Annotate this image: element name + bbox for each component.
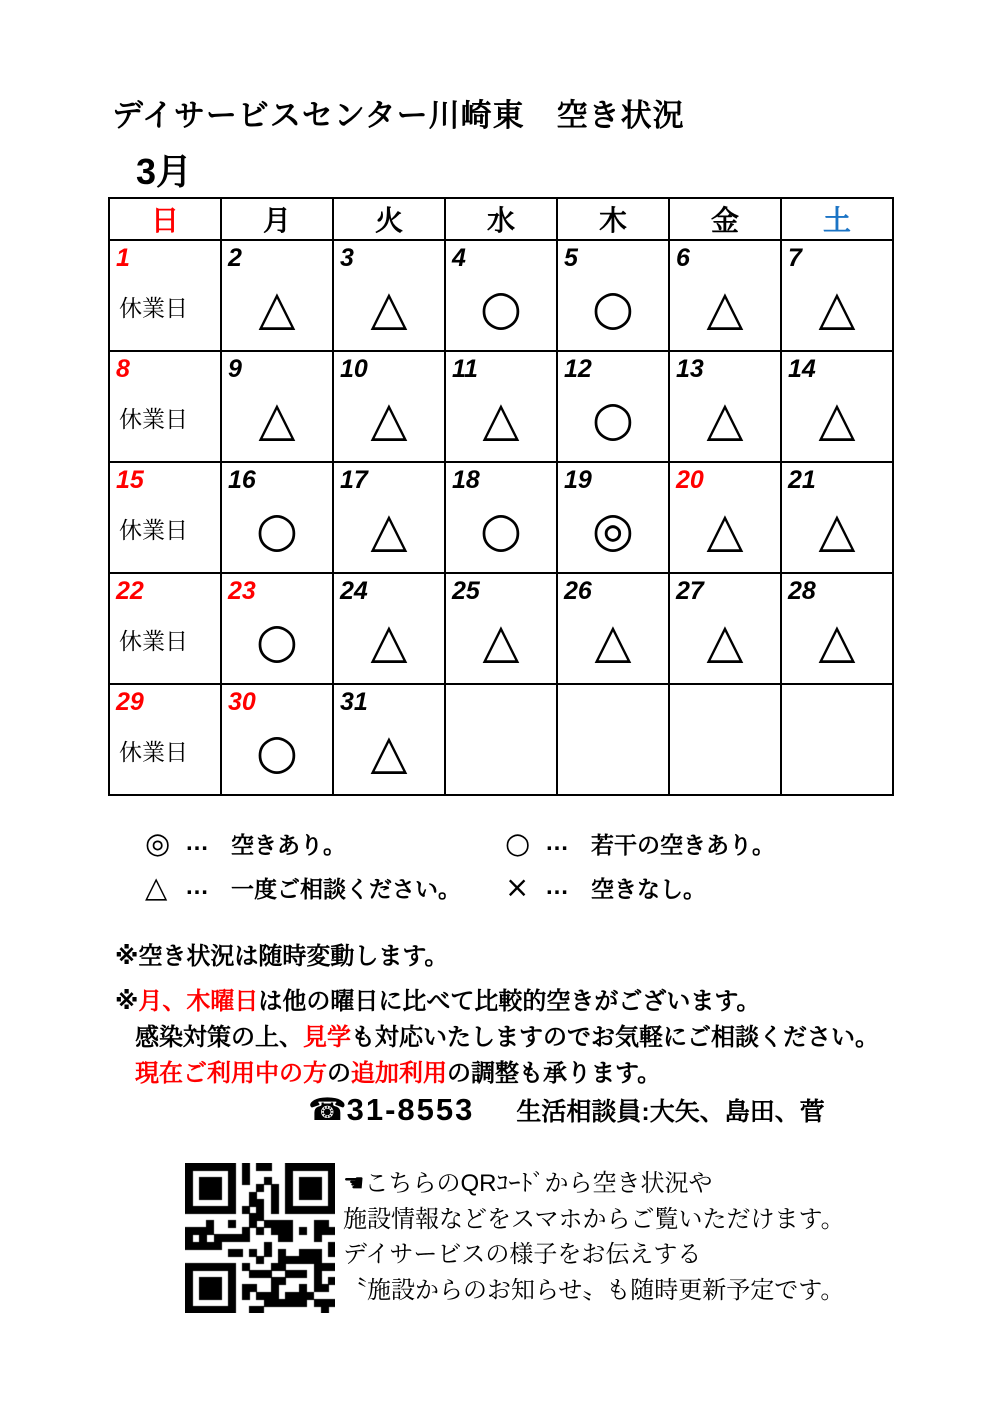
weekday-wednesday: 水 xyxy=(445,198,557,240)
note-text: 感染対策の上、 xyxy=(135,1024,303,1051)
weekday-saturday: 土 xyxy=(781,198,893,240)
legend-dots: … xyxy=(185,873,209,900)
date-number: 21 xyxy=(788,466,816,494)
availability-symbol: △ xyxy=(706,613,744,669)
page-title: デイサービスセンター川崎東 空き状況 xyxy=(112,98,685,133)
qr-line-3: デイサービスの様子をお伝えする xyxy=(343,1241,702,1268)
availability-symbol: △ xyxy=(818,391,856,447)
date-number: 31 xyxy=(340,688,368,716)
qr-text: こちらのQRｺｰﾄﾞから空き状況や xyxy=(364,1170,713,1197)
note-line-3 xyxy=(115,1056,879,1092)
calendar-week-3 xyxy=(109,462,893,573)
calendar-cell xyxy=(333,240,445,351)
availability-symbol: △ xyxy=(370,502,408,558)
date-number: 12 xyxy=(564,355,592,383)
date-number xyxy=(670,685,780,718)
availability-symbol: △ xyxy=(258,391,296,447)
availability-symbol: △ xyxy=(818,613,856,669)
legend-item-cross xyxy=(505,870,775,904)
qr-line-4: 〝施設からのお知らせ〟も随時更新予定です。 xyxy=(343,1276,845,1304)
legend-dots: … xyxy=(545,873,569,900)
qr-description xyxy=(343,1166,845,1308)
date-number: 24 xyxy=(340,577,368,605)
date-number: 1 xyxy=(116,244,130,272)
availability-symbol: △ xyxy=(594,613,632,669)
date-number xyxy=(558,685,668,718)
calendar-cell xyxy=(109,573,221,684)
date-number: 3 xyxy=(340,244,354,272)
calendar-cell xyxy=(781,573,893,684)
note-text-highlight: 月、木曜日 xyxy=(138,988,259,1015)
date-number: 18 xyxy=(452,466,480,494)
availability-symbol: ○ xyxy=(592,391,634,447)
closed-label: 休業日 xyxy=(119,294,188,321)
calendar-cell xyxy=(333,462,445,573)
date-number: 29 xyxy=(116,688,144,716)
pointing-hand-icon: ☚ xyxy=(343,1169,365,1197)
availability-symbol: △ xyxy=(258,280,296,336)
calendar-cell xyxy=(557,351,669,462)
availability-symbol xyxy=(670,718,780,794)
calendar-cell xyxy=(445,351,557,462)
closed-label: 休業日 xyxy=(119,516,188,543)
note-line-2 xyxy=(115,1020,879,1056)
availability-symbol: △ xyxy=(370,280,408,336)
availability-symbol: ○ xyxy=(256,613,298,669)
availability-symbol: △ xyxy=(706,280,744,336)
weekday-friday: 金 xyxy=(669,198,781,240)
availability-symbol: ○ xyxy=(480,280,522,336)
cross-icon: × xyxy=(505,870,530,904)
availability-symbol: △ xyxy=(370,391,408,447)
note-availability-details xyxy=(115,984,879,1092)
qr-code xyxy=(185,1163,335,1313)
date-number xyxy=(446,685,556,718)
date-number: 5 xyxy=(564,244,578,272)
legend-item-triangle xyxy=(145,870,505,904)
legend-dots: … xyxy=(545,829,569,856)
qr-line-2: 施設情報などをスマホからご覧いただけます。 xyxy=(343,1205,845,1233)
calendar-cell xyxy=(221,351,333,462)
availability-symbol: △ xyxy=(706,391,744,447)
date-number: 7 xyxy=(788,244,802,272)
calendar-cell xyxy=(557,573,669,684)
availability-symbol xyxy=(558,718,668,794)
calendar-cell xyxy=(669,240,781,351)
calendar-cell xyxy=(333,684,445,795)
availability-symbol: △ xyxy=(482,613,520,669)
weekday-header-row xyxy=(109,198,893,240)
note-text-highlight: 見学 xyxy=(303,1024,351,1051)
legend-item-circle xyxy=(505,826,775,860)
date-number xyxy=(782,685,892,718)
note-text: も対応いたしますのでお気軽にご相談ください。 xyxy=(351,1024,879,1051)
contact-line xyxy=(308,1092,825,1128)
date-number: 4 xyxy=(452,244,466,272)
legend-text: 一度ご相談ください。 xyxy=(231,875,461,902)
note-text: は他の曜日に比べて比較的空きがございます。 xyxy=(258,988,761,1015)
legend-text: 若干の空きあり。 xyxy=(591,831,775,858)
qr-line-1 xyxy=(343,1166,845,1202)
date-number: 6 xyxy=(676,244,690,272)
legend-text: 空きあり。 xyxy=(231,831,346,858)
calendar-cell xyxy=(781,462,893,573)
availability-symbol: △ xyxy=(818,502,856,558)
calendar-cell xyxy=(557,240,669,351)
calendar-cell xyxy=(669,351,781,462)
calendar-cell xyxy=(333,351,445,462)
note-text-highlight: 現在ご利用中の方 xyxy=(135,1060,327,1087)
note-text: ※ xyxy=(115,988,139,1015)
availability-symbol xyxy=(446,718,556,794)
weekday-monday: 月 xyxy=(221,198,333,240)
calendar-cell xyxy=(445,462,557,573)
date-number: 22 xyxy=(116,577,144,605)
date-number: 14 xyxy=(788,355,816,383)
availability-symbol: △ xyxy=(482,391,520,447)
calendar-week-2 xyxy=(109,351,893,462)
calendar-cell-empty xyxy=(445,684,557,795)
weekday-tuesday: 火 xyxy=(333,198,445,240)
date-number: 8 xyxy=(116,355,130,383)
date-number: 17 xyxy=(340,466,368,494)
telephone-icon: ☎ xyxy=(308,1092,347,1128)
calendar-cell xyxy=(221,573,333,684)
legend xyxy=(145,826,775,904)
legend-item-circle-double xyxy=(145,826,505,860)
calendar-cell xyxy=(221,240,333,351)
circle-icon: ○ xyxy=(505,826,531,860)
calendar-cell xyxy=(781,351,893,462)
note-text-highlight: 追加利用 xyxy=(351,1060,447,1087)
calendar-cell xyxy=(669,573,781,684)
month-label: 3月 xyxy=(136,151,193,192)
note-fluctuation: ※空き状況は随時変動します。 xyxy=(115,943,449,970)
calendar-cell xyxy=(669,462,781,573)
calendar-cell-empty xyxy=(781,684,893,795)
note-text: の調整も承ります。 xyxy=(447,1060,662,1087)
calendar-cell xyxy=(109,462,221,573)
date-number: 30 xyxy=(228,688,256,716)
note-line-1 xyxy=(115,984,879,1020)
calendar-week-5 xyxy=(109,684,893,795)
calendar-week-1 xyxy=(109,240,893,351)
availability-symbol: ○ xyxy=(592,280,634,336)
double-circle-icon: ◎ xyxy=(145,826,171,860)
calendar-cell xyxy=(109,240,221,351)
staff-names: 生活相談員:大矢、島田、菅 xyxy=(516,1098,825,1126)
weekday-sunday: 日 xyxy=(109,198,221,240)
date-number: 9 xyxy=(228,355,242,383)
calendar-cell xyxy=(445,240,557,351)
date-number: 15 xyxy=(116,466,144,494)
date-number: 13 xyxy=(676,355,704,383)
calendar-cell xyxy=(109,351,221,462)
weekday-thursday: 木 xyxy=(557,198,669,240)
date-number: 2 xyxy=(228,244,242,272)
availability-calendar xyxy=(108,197,894,796)
calendar-week-4 xyxy=(109,573,893,684)
date-number: 11 xyxy=(452,355,478,383)
calendar-cell xyxy=(333,573,445,684)
date-number: 23 xyxy=(228,577,256,605)
availability-symbol xyxy=(782,718,892,794)
date-number: 10 xyxy=(340,355,368,383)
availability-symbol: ◎ xyxy=(592,502,634,558)
closed-label: 休業日 xyxy=(119,738,188,765)
date-number: 26 xyxy=(564,577,592,605)
date-number: 28 xyxy=(788,577,816,605)
calendar-cell-empty xyxy=(669,684,781,795)
closed-label: 休業日 xyxy=(119,405,188,432)
date-number: 19 xyxy=(564,466,592,494)
phone-number: 31-8553 xyxy=(346,1092,475,1127)
legend-dots: … xyxy=(185,829,209,856)
date-number: 27 xyxy=(676,577,704,605)
date-number: 25 xyxy=(452,577,480,605)
date-number: 20 xyxy=(676,466,704,494)
note-text: の xyxy=(327,1060,351,1087)
calendar-cell xyxy=(221,684,333,795)
availability-symbol: △ xyxy=(706,502,744,558)
calendar-cell xyxy=(557,462,669,573)
calendar-cell xyxy=(781,240,893,351)
availability-symbol: ○ xyxy=(256,724,298,780)
calendar-cell xyxy=(221,462,333,573)
triangle-icon: △ xyxy=(145,870,168,904)
calendar-cell-empty xyxy=(557,684,669,795)
legend-text: 空きなし。 xyxy=(591,875,706,902)
availability-symbol: ○ xyxy=(480,502,522,558)
date-number: 16 xyxy=(228,466,256,494)
calendar-cell xyxy=(445,573,557,684)
availability-symbol: △ xyxy=(370,724,408,780)
closed-label: 休業日 xyxy=(119,627,188,654)
calendar-cell xyxy=(109,684,221,795)
availability-symbol: ○ xyxy=(256,502,298,558)
availability-symbol: △ xyxy=(818,280,856,336)
availability-symbol: △ xyxy=(370,613,408,669)
